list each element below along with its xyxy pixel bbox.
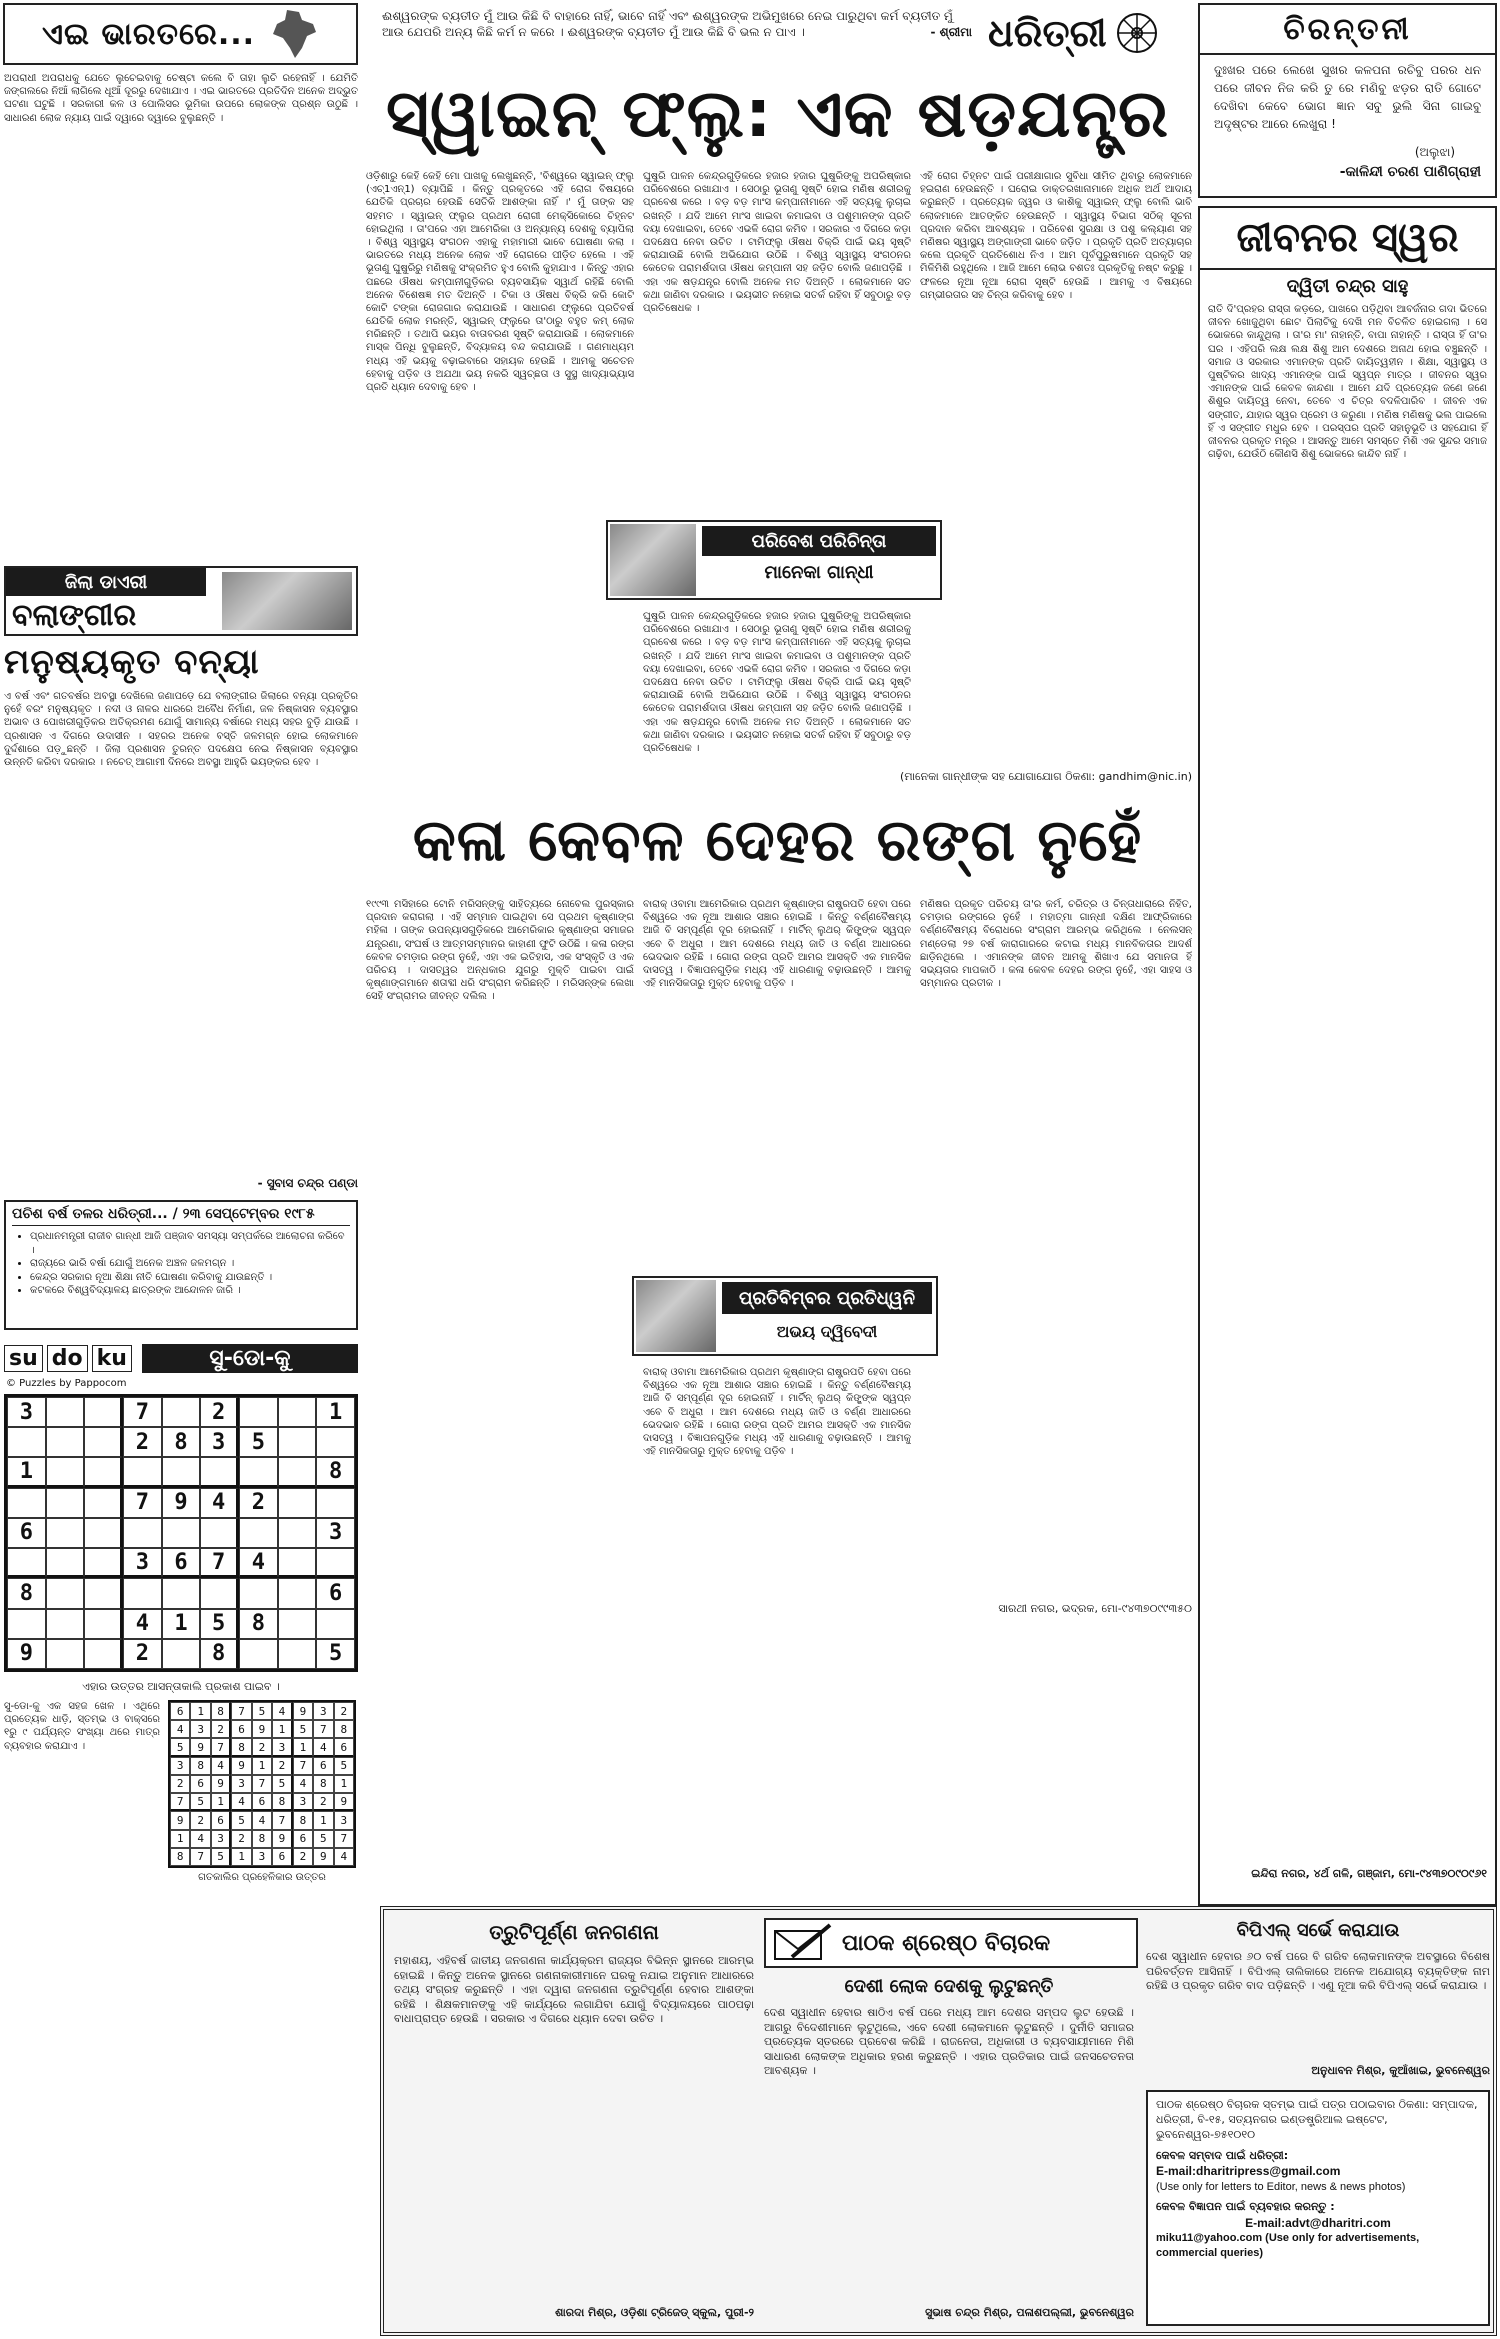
district-name: ବଲାଙ୍ଗୀର: [12, 598, 137, 633]
sudoku-cell[interactable]: 1: [7, 1457, 46, 1487]
sudoku-cell[interactable]: 8: [162, 1427, 201, 1457]
sudoku-cell[interactable]: 3: [200, 1427, 239, 1457]
columnist-photo-2: [636, 1280, 716, 1352]
sudoku-cell[interactable]: [84, 1609, 123, 1639]
solution-cell: 7: [293, 1757, 313, 1775]
columnist-name-2: ଅଭୟ ଦ୍ୱିବେଦୀ: [776, 1322, 878, 1341]
sudoku-cell[interactable]: 5: [239, 1427, 278, 1457]
sudoku-cell[interactable]: [46, 1397, 85, 1427]
flood-headline: ମନୁଷ୍ୟକୃତ ବନ୍ୟା: [4, 642, 260, 682]
solution-cell: 5: [334, 1757, 354, 1775]
census-title: ତ୍ରୁଟିପୂର୍ଣ୍ଣ ଜନଗଣନା: [489, 1920, 659, 1944]
sudoku-prev-label: ଗତକାଲିର ପ୍ରହେଳିକାର ଉତ୍ତର: [198, 1872, 326, 1883]
solution-cell: 3: [190, 1720, 210, 1738]
email-news[interactable]: E-mail:dharitripress@gmail.com: [1156, 2164, 1341, 2179]
solution-cell: 5: [211, 1848, 231, 1866]
solution-cell: 6: [272, 1848, 292, 1866]
solution-cell: 7: [211, 1738, 231, 1756]
sudoku-cell[interactable]: [162, 1639, 201, 1669]
columnist-photo: [610, 524, 696, 596]
jibana-text: ରାତି ଦି'ପ୍ରହର ରାସ୍ତା କଡ଼ରେ, ପାଖରେ ପଡ଼ିଥିବା ଆବର୍ଜନାର ଗଦା ଭିତରେ ଜୀବନ ଖୋଜୁଥିବା ଛୋଟ ପିଲାଟିକୁ ଦେଖି ମନ ବିଚଳିତ ହୋଇଗଲା । ସେ ଭୋକରେ କାନ୍ଦୁଥିଲା । ତା'ର ମା' ନାହାନ୍ତି, ବାପା ନାହାନ୍ତି । ରାସ୍ତା ହିଁ ତା'ର ଘର । ଏହିପରି ଲକ୍ଷ ଲକ୍ଷ ଶିଶୁ ଆମ ଦେଶରେ ଅନାଥ ହୋଇ ବଞ୍ଚୁଛନ୍ତି । ସମାଜ ଓ ସରକାର ଏମାନଙ୍କ ପ୍ରତି ଦାୟିତ୍ୱହୀନ । ଶିକ୍ଷା, ସ୍ୱାସ୍ଥ୍ୟ ଓ ପୁଷ୍ଟିକର ଖାଦ୍ୟ ଏମାନଙ୍କ ପାଇଁ ସ୍ୱପ୍ନ ମାତ୍ର । ଜୀବନର ସ୍ୱର ଏମାନଙ୍କ ପାଇଁ କେବଳ କାନ୍ଦଣା । ଆମେ ଯଦି ପ୍ରତ୍ୟେକ ଜଣେ ଜଣେ ଶିଶୁର ଦାୟିତ୍ୱ ନେବା, ତେବେ ଏ ଚିତ୍ର ବଦଳିପାରିବ । ଜୀବନ ଏକ ସଙ୍ଗୀତ, ଯାହାର ସ୍ୱର ପ୍ରେମ ଓ କରୁଣା । ମଣିଷ ମଣିଷକୁ ଭଲ ପାଇଲେ ହିଁ ଏ ସଙ୍ଗୀତ ମଧୁର ହେବ । ପରସ୍ପର ପ୍ରତି ସହାନୁଭୂତି ଓ ସହଯୋଗ ହିଁ ଜୀବନର ପ୍ରକୃତ ମନ୍ତ୍ର । ଆସନ୍ତୁ ଆମେ ସମସ୍ତେ ମିଶି ଏକ ସୁନ୍ଦର ସମାଜ ଗଢ଼ିବା, ଯେଉଁଠି କୌଣସି ଶିଶୁ ଭୋକରେ କାନ୍ଦିବ ନାହିଁ ।: [1208, 304, 1487, 461]
solution-cell: 2: [252, 1738, 272, 1756]
solution-cell: 3: [211, 1830, 231, 1848]
sudoku-cell[interactable]: 8: [316, 1457, 355, 1487]
solution-cell: 6: [252, 1793, 272, 1811]
archive-item: • ରାଜ୍ୟରେ ଭାରି ବର୍ଷା ଯୋଗୁଁ ଅନେକ ଅଞ୍ଚଳ ଜଳମଗ୍ନ ।: [30, 1257, 350, 1271]
solution-cell: 6: [231, 1720, 251, 1738]
second-col-3: ମଣିଷର ପ୍ରକୃତ ପରିଚୟ ତା'ର କର୍ମ, ଚରିତ୍ର ଓ ଚିନ୍ତାଧାରାରେ ନିହିତ, ଚମଡ଼ାର ରଙ୍ଗରେ ନୁହେଁ । ମହାତ୍ମା ଗାନ୍ଧୀ ଦକ୍ଷିଣ ଆଫ୍ରିକାରେ ବର୍ଣ୍ଣବୈଷମ୍ୟ ବିରୋଧରେ ସଂଗ୍ରାମ ଆରମ୍ଭ କରିଥିଲେ । ନେଲସନ୍ ମଣ୍ଡେଲା ୨୭ ବର୍ଷ କାରାଗାରରେ କଟାଇ ମଧ୍ୟ ମାନବିକତାର ଆଦର୍ଶ ଛାଡ଼ିନଥିଲେ । ଏମାନଙ୍କ ଜୀବନ ଆମକୁ ଶିଖାଏ ଯେ ସମାନତା ହିଁ ସଭ୍ୟତାର ମାପକାଠି । କଳା କେବଳ ଦେହର ରଙ୍ଗ ନୁହେଁ, ଏହା ସାହସ ଓ ସମ୍ମାନର ପ୍ରତୀକ ।: [920, 899, 1192, 990]
solution-cell: 1: [190, 1702, 210, 1720]
sudoku-cell[interactable]: 6: [162, 1548, 201, 1578]
solution-cell: 7: [170, 1793, 190, 1811]
second-col-2b: ବାରାକ୍ ଓବାମା ଆମେରିକାର ପ୍ରଥମ କୃଷ୍ଣାଙ୍ଗ ରାଷ୍ଟ୍ରପତି ହେବା ପରେ ବିଶ୍ୱରେ ଏକ ନୂଆ ଆଶାର ସଞ୍ଚାର ହୋଇଛି । କିନ୍ତୁ ବର୍ଣ୍ଣବୈଷମ୍ୟ ଆଜି ବି ସମ୍ପୂର୍ଣ୍ଣ ଦୂର ହୋଇନାହିଁ । ମାର୍ଟିନ୍ ଲୁଥର୍ କିଙ୍ଗ୍ଙ୍କ ସ୍ୱପ୍ନ ଏବେ ବି ଅଧୁରା । ଆମ ଦେଶରେ ମଧ୍ୟ ଜାତି ଓ ବର୍ଣ୍ଣ ଆଧାରରେ ଭେଦଭାବ ରହିଛି । ଗୋରା ରଙ୍ଗ ପ୍ରତି ଆମର ଆସକ୍ତି ଏକ ମାନସିକ ଦାସତ୍ୱ । ବିଜ୍ଞାପନଗୁଡ଼ିକ ମଧ୍ୟ ଏହି ଧାରଣାକୁ ବଢ଼ାଉଛନ୍ତି । ଆମକୁ ଏହି ମାନସିକତାରୁ ମୁକ୍ତ ହେବାକୁ ପଡ଼ିବ ।: [643, 1367, 911, 1458]
solution-cell: 5: [272, 1775, 292, 1793]
sudoku-odia-title: ସୁ-ଡୋ-କୁ: [142, 1344, 358, 1373]
solution-cell: 1: [272, 1720, 292, 1738]
chakra-logo-icon: [1115, 11, 1159, 55]
sudoku-cell[interactable]: [46, 1518, 85, 1548]
sudoku-cell[interactable]: [162, 1457, 201, 1487]
lead-headline: ସ୍ୱାଇନ୍ ଫ୍ଲୁ: ଏକ ଷଡ଼ଯନ୍ତ୍ର: [385, 75, 1170, 152]
bpl-text: ଦେଶ ସ୍ୱାଧୀନ ହେବାର ୬୦ ବର୍ଷ ପରେ ବି ଗରିବ ଲୋକମାନଙ୍କ ଅବସ୍ଥାରେ ବିଶେଷ ପରିବର୍ତ୍ତନ ଆସିନାହିଁ । ବିପିଏଲ୍ ତାଲିକାରେ ଅନେକ ଅଯୋଗ୍ୟ ବ୍ୟକ୍ତିଙ୍କ ନାମ ରହିଛି ଓ ପ୍ରକୃତ ଗରିବ ବାଦ ପଡ଼ିଛନ୍ତି । ଏଣୁ ନୂଆ କରି ବିପିଏଲ୍ ସର୍ଭେ କରାଯାଉ ।: [1146, 1950, 1490, 1993]
sudoku-cell[interactable]: 2: [239, 1488, 278, 1518]
jibana-author: ଦ୍ୱିତୀ ଚନ୍ଦ୍ର ସାହୁ: [1286, 276, 1409, 297]
sudoku-cell[interactable]: 7: [123, 1488, 162, 1518]
sudoku-cell[interactable]: 8: [7, 1578, 46, 1608]
district-photo: [222, 572, 352, 630]
sudoku-cell[interactable]: [46, 1488, 85, 1518]
sudoku-cell[interactable]: 8: [239, 1609, 278, 1639]
sudoku-cell[interactable]: [278, 1578, 317, 1608]
sudoku-howto: ସୁ-ଡୋ-କୁ ଏକ ସହଜ ଖେଳ । ଏଥିରେ ପ୍ରତ୍ୟେକ ଧାଡ଼ି, ସ୍ତମ୍ଭ ଓ ବାକ୍ସରେ ୧ରୁ ୯ ପର୍ଯ୍ୟନ୍ତ ସଂଖ୍ୟା ଥରେ ମାତ୍ର ବ୍ୟବହାର କରାଯାଏ ।: [4, 1701, 160, 1752]
flood-article: ଏ ବର୍ଷ ଏବଂ ଗତବର୍ଷର ଅବସ୍ଥା ଦେଖିଲେ ଜଣାପଡ଼େ ଯେ ବଲାଙ୍ଗୀର ଜିଲାରେ ବନ୍ୟା ପ୍ରକୃତିର ନୁହେଁ ବରଂ ମନୁଷ୍ୟକୃତ । ନଦୀ ଓ ନାଳର ଧାରରେ ଅବୈଧ ନିର୍ମାଣ, ଜଳ ନିଷ୍କାସନ ବ୍ୟବସ୍ଥାର ଅଭାବ ଓ ପୋଖରୀଗୁଡ଼ିକର ଅତିକ୍ରମଣ ଯୋଗୁଁ ସାମାନ୍ୟ ବର୍ଷାରେ ମଧ୍ୟ ସହର ବୁଡ଼ି ଯାଉଛି । ପ୍ରଶାସନ ଏ ଦିଗରେ ଉଦାସୀନ । ସହରର ଅନେକ ବସ୍ତି ଜଳମଗ୍ନ ହୋଇ ଲୋକମାନେ ଦୁର୍ଦ୍ଦଶାରେ ପଡ଼ୁଛନ୍ତି । ଜିଲା ପ୍ରଶାସନ ତୁରନ୍ତ ପଦକ୍ଷେପ ନେଇ ନିଷ୍କାସନ ବ୍ୟବସ୍ଥାର ଉନ୍ନତି କରିବା ଦରକାର । ନଚେତ୍ ଆଗାମୀ ଦିନରେ ଅବସ୍ଥା ଆହୁରି ଭୟଙ୍କର ହେବ ।: [4, 691, 358, 768]
sudoku-cell[interactable]: [7, 1609, 46, 1639]
best-reader-label: ପାଠକ ଶ୍ରେଷ୍ଠ ବିଚାରକ: [842, 1930, 1051, 1956]
sudoku-cell[interactable]: 7: [200, 1548, 239, 1578]
solution-cell: 3: [252, 1848, 272, 1866]
sudoku-cell[interactable]: [239, 1397, 278, 1427]
solution-cell: 3: [334, 1811, 354, 1829]
left-banner: [3, 3, 358, 65]
sudoku-cell[interactable]: [84, 1639, 123, 1669]
sudoku-cell[interactable]: 6: [316, 1578, 355, 1608]
sudoku-cell[interactable]: [239, 1457, 278, 1487]
sudoku-cell[interactable]: 9: [7, 1639, 46, 1669]
solution-cell: 7: [334, 1830, 354, 1848]
solution-cell: 7: [313, 1720, 333, 1738]
solution-cell: 9: [170, 1811, 190, 1829]
sudoku-cell[interactable]: 4: [200, 1488, 239, 1518]
sudoku-cell[interactable]: [123, 1457, 162, 1487]
sudoku-cell[interactable]: [84, 1457, 123, 1487]
district-diary-box: [4, 566, 358, 636]
solution-cell: 7: [252, 1775, 272, 1793]
contact-box: [1146, 2090, 1490, 2326]
solution-cell: 7: [231, 1702, 251, 1720]
sudoku-cell[interactable]: 5: [200, 1609, 239, 1639]
sudoku-cell[interactable]: 4: [123, 1609, 162, 1639]
column-label-2: ପ୍ରତିବିମ୍ବର ପ୍ରତିଧ୍ୱନି: [722, 1282, 932, 1314]
solution-cell: 6: [334, 1738, 354, 1756]
solution-cell: 6: [170, 1702, 190, 1720]
second-columnist-box: [632, 1276, 938, 1356]
solution-cell: 3: [313, 1702, 333, 1720]
quote-text: ଈଶ୍ୱରଙ୍କ ବ୍ୟତୀତ ମୁଁ ଆଉ କିଛି ବି ବାହାରେ ନାହିଁ, ଭାବେ ନାହିଁ ଏବଂ ଈଶ୍ୱରଙ୍କ ଅଭିମୁଖରେ ନେଇ ପାରୁଥିବା କର୍ମ ବ୍ୟତୀତ ମୁଁ ଆଉ ଯେପରି ଅନ୍ୟ କିଛି କର୍ମ ନ କରେ । ଈଶ୍ୱରଙ୍କ ବ୍ୟତୀତ ମୁଁ ଆଉ କିଛି ବି ଭଲ ନ ପାଏ ।: [382, 9, 953, 40]
sudoku-answer-note: ଏହାର ଉତ୍ତର ଆସନ୍ତାକାଲି ପ୍ରକାଶ ପାଇବ ।: [82, 1680, 280, 1693]
solution-cell: 2: [211, 1720, 231, 1738]
sudoku-cell[interactable]: [84, 1427, 123, 1457]
solution-cell: 2: [334, 1702, 354, 1720]
solution-cell: 2: [313, 1793, 333, 1811]
archive-list: [12, 1230, 350, 1298]
sudoku-cell[interactable]: [46, 1457, 85, 1487]
logo-text: ଧରିତ୍ରୀ: [988, 10, 1107, 55]
envelope-pen-icon: [772, 1923, 832, 1963]
solution-cell: 3: [231, 1775, 251, 1793]
sudoku-cell[interactable]: 3: [316, 1518, 355, 1548]
jibana-address: ଇନ୍ଦିରା ନଗର, ୪ର୍ଥ ଗଳି, ଗଞ୍ଜାମ, ମୋ-୯୪୩୭୦୯୦୯୬୧: [1251, 1867, 1487, 1880]
chirantani-title: ଚିରନ୍ତନୀ: [1200, 5, 1495, 55]
solution-cell: 1: [313, 1811, 333, 1829]
sudoku-cell[interactable]: 3: [123, 1548, 162, 1578]
solution-cell: 9: [313, 1848, 333, 1866]
solution-cell: 9: [272, 1830, 292, 1848]
solution-cell: 6: [313, 1757, 333, 1775]
sudoku-cell[interactable]: [46, 1609, 85, 1639]
sudoku-cell[interactable]: [84, 1397, 123, 1427]
sudoku-cell[interactable]: 1: [316, 1397, 355, 1427]
solution-cell: 8: [313, 1775, 333, 1793]
solution-cell: 9: [231, 1757, 251, 1775]
jibana-box: [1198, 206, 1497, 1906]
solution-cell: 3: [170, 1757, 190, 1775]
email-label: କେବଳ ସମ୍ବାଦ ପାଇଁ ଧରିତ୍ରୀ:: [1156, 2148, 1289, 2162]
email-news-note: (Use only for letters to Editor, news & news photos): [1156, 2180, 1406, 2193]
sudoku-cell[interactable]: [162, 1397, 201, 1427]
solution-cell: 1: [293, 1738, 313, 1756]
solution-cell: 1: [334, 1775, 354, 1793]
sudoku-cell[interactable]: 7: [123, 1397, 162, 1427]
solution-cell: 2: [190, 1811, 210, 1829]
newspaper-logo: [988, 4, 1178, 62]
sudoku-cell[interactable]: [123, 1578, 162, 1608]
archive-item: • କଟକରେ ବିଶ୍ୱବିଦ୍ୟାଳୟ ଛାତ୍ରଙ୍କ ଆନ୍ଦୋଳନ ଜାରି ।: [30, 1284, 350, 1298]
sudoku-grid: [4, 1394, 358, 1672]
solution-cell: 5: [313, 1830, 333, 1848]
sudoku-cell[interactable]: 9: [162, 1488, 201, 1518]
sudoku-cell[interactable]: [7, 1548, 46, 1578]
sudoku-cell[interactable]: [46, 1548, 85, 1578]
solution-cell: 4: [211, 1757, 231, 1775]
solution-cell: 8: [272, 1793, 292, 1811]
lead-columnist-box: [606, 520, 942, 600]
flood-author: - ସୁବାସ ଚନ୍ଦ୍ର ପଣ୍ଡା: [257, 1176, 358, 1190]
solution-cell: 4: [334, 1848, 354, 1866]
sudoku-cell[interactable]: [84, 1548, 123, 1578]
sudoku-cell[interactable]: [278, 1548, 317, 1578]
solution-cell: 4: [272, 1702, 292, 1720]
sudoku-cell[interactable]: [278, 1427, 317, 1457]
solution-cell: 8: [293, 1811, 313, 1829]
sudoku-cell[interactable]: [278, 1457, 317, 1487]
deshi-text: ଦେଶ ସ୍ୱାଧୀନ ହେବାର ଷାଠିଏ ବର୍ଷ ପରେ ମଧ୍ୟ ଆମ ଦେଶର ସମ୍ପଦ ଲୁଟ ହେଉଛି । ଆଗରୁ ବିଦେଶୀମାନେ ଲୁଟୁଥିଲେ, ଏବେ ଦେଶୀ ଲୋକମାନେ ଲୁଟୁଛନ୍ତି । ଦୁର୍ନୀତି ସମାଜର ପ୍ରତ୍ୟେକ ସ୍ତରରେ ପ୍ରବେଶ କରିଛି । ରାଜନେତା, ଅଧିକାରୀ ଓ ବ୍ୟବସାୟୀମାନେ ମିଶି ସାଧାରଣ ଲୋକଙ୍କ ଅଧିକାର ହରଣ କରୁଛନ୍ତି । ଏହାର ପ୍ରତିକାର ପାଇଁ ଜନସଚେତନତା ଆବଶ୍ୟକ ।: [764, 2006, 1134, 2078]
solution-cell: 4: [252, 1811, 272, 1829]
email-advt-alt[interactable]: miku11@yahoo.com (Use only for advertisements, commercial queries): [1156, 2232, 1420, 2260]
solution-cell: 5: [293, 1720, 313, 1738]
diary-label: ଜିଲା ଡାଏରୀ: [6, 568, 206, 596]
solution-cell: 8: [334, 1720, 354, 1738]
chirantani-tag: (ଅଲୁଝା): [1414, 145, 1455, 159]
bpl-author: ଅନୁଧାବନ ମିଶ୍ର, କୁଆଁଖାଇ, ଭୁବନେଶ୍ୱର: [1311, 2064, 1490, 2077]
sudoku-cell[interactable]: [278, 1609, 317, 1639]
sudoku-cell[interactable]: [84, 1578, 123, 1608]
archive-item: • ପ୍ରଧାନମନ୍ତ୍ରୀ ରାଜୀବ ଗାନ୍ଧୀ ଆଜି ପଞ୍ଜାବ ସମସ୍ୟା ସମ୍ପର୍କରେ ଆଲୋଚନା କରିବେ ।: [30, 1230, 350, 1257]
sudoku-cell[interactable]: [316, 1609, 355, 1639]
sudoku-cell[interactable]: [46, 1639, 85, 1669]
sudoku-cell[interactable]: [316, 1427, 355, 1457]
masthead-quote: [382, 8, 972, 58]
solution-cell: 7: [190, 1848, 210, 1866]
sudoku-cell[interactable]: [316, 1488, 355, 1518]
solution-cell: 2: [272, 1757, 292, 1775]
solution-cell: 8: [211, 1702, 231, 1720]
sudoku-cell[interactable]: 1: [162, 1609, 201, 1639]
solution-cell: 9: [190, 1738, 210, 1756]
sudoku-cell[interactable]: 8: [200, 1639, 239, 1669]
solution-cell: 1: [231, 1848, 251, 1866]
left-banner-text: ଏଇ ଭାରତରେ...: [41, 16, 256, 52]
solution-cell: 4: [293, 1775, 313, 1793]
sudoku-cell[interactable]: 3: [7, 1397, 46, 1427]
deshi-author: ସୁଭାଷ ଚନ୍ଦ୍ର ମିଶ୍ର, ପଳାଶପଲ୍ଲୀ, ଭୁବନେଶ୍ୱର: [925, 2306, 1134, 2319]
solution-cell: 3: [293, 1793, 313, 1811]
lead-col-2: ଘୁଷୁରି ପାଳନ କେନ୍ଦ୍ରଗୁଡ଼ିକରେ ହଜାର ହଜାର ଘୁଷୁରିଙ୍କୁ ଅପରିଷ୍କାର ପରିବେଶରେ ରଖାଯାଏ । ସେଠାରୁ ଭୂତାଣୁ ସୃଷ୍ଟି ହୋଇ ମଣିଷ ଶରୀରକୁ ପ୍ରବେଶ କରେ । ବଡ଼ ବଡ଼ ମାଂସ କମ୍ପାନୀମାନେ ଏହି ସତ୍ୟକୁ ଲୁଚାଇ ରଖନ୍ତି । ଯଦି ଆମେ ମାଂସ ଖାଇବା କମାଇବା ଓ ପଶୁମାନଙ୍କ ପ୍ରତି ଦୟା ଦେଖାଇବା, ତେବେ ଏଭଳି ରୋଗ କମିବ । ସରକାର ଏ ଦିଗରେ କଡ଼ା ପଦକ୍ଷେପ ନେବା ଉଚିତ । ଟାମିଫ୍ଲୁ ଔଷଧ ବିକ୍ରି ପାଇଁ ଭୟ ସୃଷ୍ଟି କରାଯାଉଛି ବୋଲି ଅଭିଯୋଗ ଉଠିଛି । ବିଶ୍ୱ ସ୍ୱାସ୍ଥ୍ୟ ସଂଗଠନର କେତେକ ପରାମର୍ଶଦାତା ଔଷଧ କମ୍ପାନୀ ସହ ଜଡ଼ିତ ବୋଲି ଜଣାପଡ଼ିଛି । ଏହା ଏକ ଷଡ଼ଯନ୍ତ୍ର ବୋଲି ଅନେକ ମତ ଦିଅନ୍ତି । ଲୋକମାନେ ସତ କଥା ଜାଣିବା ଦରକାର । ଭୟଭୀତ ନହୋଇ ସତର୍କ ରହିବା ହିଁ ସବୁଠାରୁ ବଡ଼ ପ୍ରତିଷେଧକ ।: [643, 171, 911, 314]
sudoku-cell[interactable]: [316, 1548, 355, 1578]
solution-cell: 9: [293, 1702, 313, 1720]
sudoku-credit: © Puzzles by Pappocom: [6, 1378, 127, 1389]
contact-head: ପାଠକ ଶ୍ରେଷ୍ଠ ବିଚାରକ ସ୍ତମ୍ଭ ପାଇଁ ପତ୍ର ପଠାଇବାର ଠିକଣା: ସମ୍ପାଦକ, ଧରିତ୍ରୀ, ବି-୧୫, ସତ୍ୟନଗର ଇଣ୍ଡଷ୍ଟ୍ରିଆଲ ଇଷ୍ଟେଟ, ଭୁବନେଶ୍ୱର-୭୫୧୦୧୦: [1156, 2098, 1478, 2141]
chirantani-author: -କାଳିନ୍ଦୀ ଚରଣ ପାଣିଗ୍ରାହୀ: [1339, 164, 1481, 180]
solution-cell: 3: [272, 1738, 292, 1756]
columnist-name: ମାନେକା ଗାନ୍ଧୀ: [764, 562, 874, 583]
second-footer: ସାରଥୀ ନଗର, ଭଦ୍ରକ, ମୋ-୯୪୩୭୦୯୯୩୫୦: [998, 1602, 1192, 1615]
solution-cell: 5: [170, 1738, 190, 1756]
sudoku-cell[interactable]: [7, 1427, 46, 1457]
solution-cell: 5: [190, 1793, 210, 1811]
solution-cell: 1: [211, 1793, 231, 1811]
chirantani-poem: ଦୁଃଖର ପରେ ଲେଖେ ସୁଖର କଳପନା ରଚିବୁ ପରର ଧନ ପରେ ଜୀବନ ନିଜ କରି ତୁ ରେ ମଣିବୁ ଝଡ଼ର ରାତି ଗୋଟେ ଦେଖିବା କେବେ ଭୋଗ ଜ୍ଞାନ ସବୁ ଭୁଲି ସିନା ଗାଇବୁ ଅଦୃଷ୍ଟର ଆରେ ଲେଖୁରା !: [1214, 63, 1481, 131]
sudoku-cell[interactable]: [46, 1578, 85, 1608]
census-text: ମହାଶୟ, ଏହିବର୍ଷ ଜାତୀୟ ଜନଗଣନା କାର୍ଯ୍ୟକ୍ରମ ରାଜ୍ୟର ବିଭିନ୍ନ ସ୍ଥାନରେ ଆରମ୍ଭ ହୋଇଛି । କିନ୍ତୁ ଅନେକ ସ୍ଥାନରେ ଗଣନାକାରୀମାନେ ଘରକୁ ନଯାଇ ଅନୁମାନ ଆଧାରରେ ତଥ୍ୟ ସଂଗ୍ରହ କରୁଛନ୍ତି । ଏହା ଦ୍ୱାରା ଜନଗଣନା ତ୍ରୁଟିପୂର୍ଣ୍ଣ ହେବାର ଆଶଙ୍କା ରହିଛି । ଶିକ୍ଷକମାନଙ୍କୁ ଏହି କାର୍ଯ୍ୟରେ ଲଗାଯିବା ଯୋଗୁଁ ବିଦ୍ୟାଳୟରେ ପାଠପଢ଼ା ବାଧାପ୍ରାପ୍ତ ହେଉଛି । ସରକାର ଏ ଦିଗରେ ଧ୍ୟାନ ଦେବା ଉଚିତ ।: [394, 1954, 754, 2026]
solution-cell: 5: [231, 1811, 251, 1829]
sudoku-cell[interactable]: 2: [200, 1397, 239, 1427]
solution-cell: 6: [211, 1811, 231, 1829]
letters-section: [380, 1906, 1497, 2336]
solution-cell: 8: [231, 1738, 251, 1756]
sudoku-cell[interactable]: [200, 1518, 239, 1548]
second-col-2: ବାରାକ୍ ଓବାମା ଆମେରିକାର ପ୍ରଥମ କୃଷ୍ଣାଙ୍ଗ ରାଷ୍ଟ୍ରପତି ହେବା ପରେ ବିଶ୍ୱରେ ଏକ ନୂଆ ଆଶାର ସଞ୍ଚାର ହୋଇଛି । କିନ୍ତୁ ବର୍ଣ୍ଣବୈଷମ୍ୟ ଆଜି ବି ସମ୍ପୂର୍ଣ୍ଣ ଦୂର ହୋଇନାହିଁ । ମାର୍ଟିନ୍ ଲୁଥର୍ କିଙ୍ଗ୍ଙ୍କ ସ୍ୱପ୍ନ ଏବେ ବି ଅଧୁରା । ଆମ ଦେଶରେ ମଧ୍ୟ ଜାତି ଓ ବର୍ଣ୍ଣ ଆଧାରରେ ଭେଦଭାବ ରହିଛି । ଗୋରା ରଙ୍ଗ ପ୍ରତି ଆମର ଆସକ୍ତି ଏକ ମାନସିକ ଦାସତ୍ୱ । ବିଜ୍ଞାପନଗୁଡ଼ିକ ମଧ୍ୟ ଏହି ଧାରଣାକୁ ବଢ଼ାଉଛନ୍ତି । ଆମକୁ ଏହି ମାନସିକତାରୁ ମୁକ୍ତ ହେବାକୁ ପଡ଼ିବ ।: [643, 899, 911, 990]
solution-cell: 9: [211, 1775, 231, 1793]
solution-cell: 9: [252, 1720, 272, 1738]
sudoku-brand-do: do: [47, 1345, 88, 1372]
sudoku-cell[interactable]: [46, 1427, 85, 1457]
deshi-title: ଦେଶୀ ଲୋକ ଦେଶକୁ ଲୁଟୁଛନ୍ତି: [844, 1976, 1054, 1997]
solution-cell: 1: [252, 1757, 272, 1775]
solution-cell: 6: [293, 1830, 313, 1848]
left-top-article: ଅପରାଧୀ ଅପରାଧକୁ ଯେତେ ଲୁଚେଇବାକୁ ଚେଷ୍ଟା କଲେ ବି ତାହା ଲୁଚି ରହେନାହିଁ । ଯେମିତି ଜଙ୍ଗଲରେ ନିଆଁ ଲାଗିଲେ ଧୂଆଁ ଦୂରରୁ ଦେଖାଯାଏ । ଏଇ ଭାରତରେ ପ୍ରତିଦିନ ଅନେକ ଅଦ୍ଭୁତ ଘଟଣା ଘଟୁଛି । ସରକାରୀ କଳ ଓ ପୋଲିସର ଭୂମିକା ଉପରେ ଲୋକଙ୍କ ପ୍ରଶ୍ନ ଉଠୁଛି । ସାଧାରଣ ଲୋକ ନ୍ୟାୟ ପାଇଁ ଦ୍ୱାରେ ଦ୍ୱାରେ ବୁଲୁଛନ୍ତି ।: [4, 73, 358, 124]
lead-col-1: ଓଡ଼ିଶାରୁ କେହି କେହି ମୋ ପାଖକୁ ଲେଖୁଛନ୍ତି, 'ବିଶ୍ୱରେ ସ୍ୱାଇନ୍ ଫ୍ଲୁ (ଏଚ୍1ଏନ୍1) ବ୍ୟାପିଛି । କିନ୍ତୁ ପ୍ରକୃତରେ ଏହି ରୋଗ ବିଷୟରେ ଯେତିକି ପ୍ରଚାର ହେଉଛି ସେତିକି ଆଶଙ୍କା ନାହିଁ ।' ମୁଁ ତାଙ୍କ ସହ ସହମତ । ସ୍ୱାଇନ୍ ଫ୍ଲୁର ପ୍ରଥମ ରୋଗୀ ମେକ୍ସିକୋରେ ଚିହ୍ନଟ ହୋଇଥିଲା । ତା'ପରେ ଏହା ଆମେରିକା ଓ ଅନ୍ୟାନ୍ୟ ଦେଶକୁ ବ୍ୟାପିଲା । ବିଶ୍ୱ ସ୍ୱାସ୍ଥ୍ୟ ସଂଗଠନ ଏହାକୁ ମହାମାରୀ ଭାବେ ଘୋଷଣା କଲା । ଭାରତରେ ମଧ୍ୟ ଅନେକ ଲୋକ ଏହି ରୋଗରେ ପୀଡ଼ିତ ହେଲେ । ଏହି ଭୂତାଣୁ ଘୁଷୁରିରୁ ମଣିଷକୁ ସଂକ୍ରମିତ ହୁଏ ବୋଲି କୁହାଯାଏ । କିନ୍ତୁ ଏହାର ପଛରେ ଔଷଧ କମ୍ପାନୀଗୁଡ଼ିକର ବ୍ୟବସାୟିକ ସ୍ୱାର୍ଥ ରହିଛି ବୋଲି ଅନେକ ବିଶେଷଜ୍ଞ ମତ ଦିଅନ୍ତି । ଟିକା ଓ ଔଷଧ ବିକ୍ରି କରି କୋଟି କୋଟି ଟଙ୍କା ରୋଜଗାର କରାଯାଉଛି । ସାଧାରଣ ଫ୍ଲୁରେ ପ୍ରତିବର୍ଷ ଯେତିକି ଲୋକ ମରନ୍ତି, ସ୍ୱାଇନ୍ ଫ୍ଲୁରେ ତା'ଠାରୁ ବହୁତ କମ୍ ଲୋକ ମରିଛନ୍ତି । ତଥାପି ଭୟର ବାତାବରଣ ସୃଷ୍ଟି କରାଯାଉଛି । ଲୋକମାନେ ମାସ୍କ ପିନ୍ଧି ବୁଲୁଛନ୍ତି, ବିଦ୍ୟାଳୟ ବନ୍ଦ କରାଯାଉଛି । ଗଣମାଧ୍ୟମ ମଧ୍ୟ ଏହି ଭୟକୁ ବଢ଼ାଇବାରେ ସହାୟକ ହେଉଛି । ଆମକୁ ସଚେତନ ହେବାକୁ ପଡ଼ିବ ଓ ଅଯଥା ଭୟ ନକରି ସ୍ୱଚ୍ଛତା ଓ ସୁସ୍ଥ ଖାଦ୍ୟାଭ୍ୟାସ ପ୍ରତି ଧ୍ୟାନ ଦେବାକୁ ହେବ ।: [366, 171, 634, 393]
solution-cell: 9: [334, 1793, 354, 1811]
archive-title: ପଚିଶ ବର୍ଷ ତଳର ଧରିତ୍ରୀ... / ୨୩ ସେପ୍ଟେମ୍ବର ୧୯୮୫: [12, 1206, 350, 1226]
lead-col-3: ଏହି ରୋଗ ଚିହ୍ନଟ ପାଇଁ ପରୀକ୍ଷାଗାର ସୁବିଧା ସୀମିତ ଥିବାରୁ ଲୋକମାନେ ହଇରାଣ ହେଉଛନ୍ତି । ଘରୋଇ ଡାକ୍ତରଖାନାମାନେ ଅଧିକ ଅର୍ଥ ଆଦାୟ କରୁଛନ୍ତି । ପ୍ରତ୍ୟେକ ଜ୍ୱର ଓ କାଶିକୁ ସ୍ୱାଇନ୍ ଫ୍ଲୁ ବୋଲି ଭାବି ଲୋକମାନେ ଆତଙ୍କିତ ହେଉଛନ୍ତି । ସ୍ୱାସ୍ଥ୍ୟ ବିଭାଗ ସଠିକ୍ ସୂଚନା ପ୍ରଦାନ କରିବା ଆବଶ୍ୟକ । ପରିବେଶ ସୁରକ୍ଷା ଓ ପଶୁ କଲ୍ୟାଣ ସହ ମଣିଷର ସ୍ୱାସ୍ଥ୍ୟ ଅଙ୍ଗାଙ୍ଗୀ ଭାବେ ଜଡ଼ିତ । ପ୍ରକୃତି ପ୍ରତି ଅତ୍ୟାଚାର କଲେ ପ୍ରକୃତି ପ୍ରତିଶୋଧ ନିଏ । ଆମ ପୂର୍ବପୁରୁଷମାନେ ପ୍ରକୃତି ସହ ମିଳିମିଶି ରହୁଥିଲେ । ଆଜି ଆମେ ଲୋଭ ବଶତଃ ପ୍ରକୃତିକୁ ନଷ୍ଟ କରୁଛୁ । ଫଳରେ ନୂଆ ନୂଆ ରୋଗ ସୃଷ୍ଟି ହେଉଛି । ଆମକୁ ଏ ବିଷୟରେ ଗମ୍ଭୀରତାର ସହ ଚିନ୍ତା କରିବାକୁ ହେବ ।: [920, 171, 1192, 301]
sudoku-cell[interactable]: 6: [7, 1518, 46, 1548]
second-headline: କଳା କେବଳ ଦେହର ରଙ୍ଗ ନୁହେଁ: [412, 806, 1143, 874]
chirantani-box: [1198, 3, 1497, 198]
jibana-title: ଜୀବନର ସ୍ୱର: [1200, 208, 1495, 270]
sudoku-cell[interactable]: [162, 1518, 201, 1548]
sudoku-cell[interactable]: [239, 1639, 278, 1669]
solution-cell: 7: [272, 1811, 292, 1829]
sudoku-previous-solution: [168, 1700, 356, 1868]
sudoku-cell[interactable]: [278, 1488, 317, 1518]
solution-cell: 1: [170, 1830, 190, 1848]
census-author: ଶାରଦା ମିଶ୍ର, ଓଡ଼ିଶା ଟ୍ରିଜେଡ୍ ସ୍କୁଲ, ପୁରୀ-୨: [555, 2306, 754, 2319]
sudoku-cell[interactable]: [84, 1488, 123, 1518]
second-col-1: ୧୯୯୩ ମସିହାରେ ଟୋନି ମରିସନ୍ଙ୍କୁ ସାହିତ୍ୟରେ ନୋବେଲ ପୁରସ୍କାର ପ୍ରଦାନ କରାଗଲା । ଏହି ସମ୍ମାନ ପାଇଥିବା ସେ ପ୍ରଥମ କୃଷ୍ଣାଙ୍ଗ ମହିଳା । ତାଙ୍କ ଉପନ୍ୟାସଗୁଡ଼ିକରେ ଆମେରିକାର କୃଷ୍ଣାଙ୍ଗ ସମାଜର ଯନ୍ତ୍ରଣା, ସଂଘର୍ଷ ଓ ଆତ୍ମସମ୍ମାନର କାହାଣୀ ଫୁଟି ଉଠିଛି । କଳା ରଙ୍ଗ କେବଳ ଚମଡ଼ାର ରଙ୍ଗ ନୁହେଁ, ଏହା ଏକ ଇତିହାସ, ଏକ ସଂସ୍କୃତି ଓ ଏକ ପରିଚୟ । ଦାସତ୍ୱର ଅନ୍ଧକାର ଯୁଗରୁ ମୁକ୍ତି ପାଇବା ପାଇଁ କୃଷ୍ଣାଙ୍ଗମାନେ ଶତାବ୍ଦୀ ଧରି ସଂଗ୍ରାମ କରିଛନ୍ତି । ମରିସନ୍ଙ୍କ ଲେଖା ସେହି ସଂଗ୍ରାମର ଜୀବନ୍ତ ଦଲିଲ ।: [366, 899, 634, 1003]
sudoku-cell[interactable]: [278, 1518, 317, 1548]
email-advt-label: କେବଳ ବିଜ୍ଞାପନ ପାଇଁ ବ୍ୟବହାର କରନ୍ତୁ :: [1156, 2200, 1335, 2214]
sudoku-cell[interactable]: [123, 1518, 162, 1548]
sudoku-cell[interactable]: [278, 1397, 317, 1427]
sudoku-cell[interactable]: [162, 1578, 201, 1608]
sudoku-cell[interactable]: 4: [239, 1548, 278, 1578]
sudoku-cell[interactable]: [239, 1518, 278, 1548]
sudoku-brand-su: su: [4, 1345, 43, 1372]
sudoku-cell[interactable]: [200, 1578, 239, 1608]
column-label: ପରିବେଶ ପରିଚିନ୍ତା: [702, 526, 936, 556]
solution-cell: 4: [190, 1830, 210, 1848]
sudoku-cell[interactable]: [84, 1518, 123, 1548]
sudoku-cell[interactable]: 5: [316, 1639, 355, 1669]
sudoku-cell[interactable]: 2: [123, 1427, 162, 1457]
email-advt[interactable]: E-mail:advt@dharitri.com: [1245, 2216, 1391, 2231]
solution-cell: 8: [190, 1757, 210, 1775]
solution-cell: 4: [313, 1738, 333, 1756]
india-map-icon: [269, 8, 319, 60]
solution-cell: 2: [231, 1830, 251, 1848]
bpl-title: ବିପିଏଲ୍ ସର୍ଭେ କରାଯାଉ: [1236, 1920, 1400, 1941]
sudoku-cell[interactable]: [239, 1578, 278, 1608]
archive-box: [4, 1200, 358, 1330]
solution-cell: 6: [190, 1775, 210, 1793]
sudoku-cell[interactable]: [278, 1639, 317, 1669]
archive-item: • କେନ୍ଦ୍ର ସରକାର ନୂଆ ଶିକ୍ଷା ନୀତି ଘୋଷଣା କରିବାକୁ ଯାଉଛନ୍ତି ।: [30, 1271, 350, 1285]
solution-cell: 8: [170, 1848, 190, 1866]
sudoku-cell[interactable]: 2: [123, 1639, 162, 1669]
lead-col-2b: ଘୁଷୁରି ପାଳନ କେନ୍ଦ୍ରଗୁଡ଼ିକରେ ହଜାର ହଜାର ଘୁଷୁରିଙ୍କୁ ଅପରିଷ୍କାର ପରିବେଶରେ ରଖାଯାଏ । ସେଠାରୁ ଭୂତାଣୁ ସୃଷ୍ଟି ହୋଇ ମଣିଷ ଶରୀରକୁ ପ୍ରବେଶ କରେ । ବଡ଼ ବଡ଼ ମାଂସ କମ୍ପାନୀମାନେ ଏହି ସତ୍ୟକୁ ଲୁଚାଇ ରଖନ୍ତି । ଯଦି ଆମେ ମାଂସ ଖାଇବା କମାଇବା ଓ ପଶୁମାନଙ୍କ ପ୍ରତି ଦୟା ଦେଖାଇବା, ତେବେ ଏଭଳି ରୋଗ କମିବ । ସରକାର ଏ ଦିଗରେ କଡ଼ା ପଦକ୍ଷେପ ନେବା ଉଚିତ । ଟାମିଫ୍ଲୁ ଔଷଧ ବିକ୍ରି ପାଇଁ ଭୟ ସୃଷ୍ଟି କରାଯାଉଛି ବୋଲି ଅଭିଯୋଗ ଉଠିଛି । ବିଶ୍ୱ ସ୍ୱାସ୍ଥ୍ୟ ସଂଗଠନର କେତେକ ପରାମର୍ଶଦାତା ଔଷଧ କମ୍ପାନୀ ସହ ଜଡ଼ିତ ବୋଲି ଜଣାପଡ଼ିଛି । ଏହା ଏକ ଷଡ଼ଯନ୍ତ୍ର ବୋଲି ଅନେକ ମତ ଦିଅନ୍ତି । ଲୋକମାନେ ସତ କଥା ଜାଣିବା ଦରକାର । ଭୟଭୀତ ନହୋଇ ସତର୍କ ରହିବା ହିଁ ସବୁଠାରୁ ବଡ଼ ପ୍ରତିଷେଧକ ।: [643, 611, 911, 754]
sudoku-header: [4, 1338, 358, 1378]
sudoku-cell[interactable]: [200, 1457, 239, 1487]
sudoku-cell[interactable]: [7, 1488, 46, 1518]
lead-contact: (ମାନେକା ଗାନ୍ଧୀଙ୍କ ସହ ଯୋଗାଯୋଗ ଠିକଣା: gandhim@nic.in): [900, 770, 1192, 783]
best-reader-banner: [764, 1918, 1138, 1968]
solution-cell: 8: [252, 1830, 272, 1848]
solution-cell: 5: [252, 1702, 272, 1720]
solution-cell: 4: [170, 1720, 190, 1738]
quote-author: - ଶ୍ରୀମା: [930, 25, 972, 40]
solution-cell: 2: [170, 1775, 190, 1793]
sudoku-brand-ku: ku: [92, 1345, 132, 1372]
solution-cell: 2: [293, 1848, 313, 1866]
solution-cell: 4: [231, 1793, 251, 1811]
